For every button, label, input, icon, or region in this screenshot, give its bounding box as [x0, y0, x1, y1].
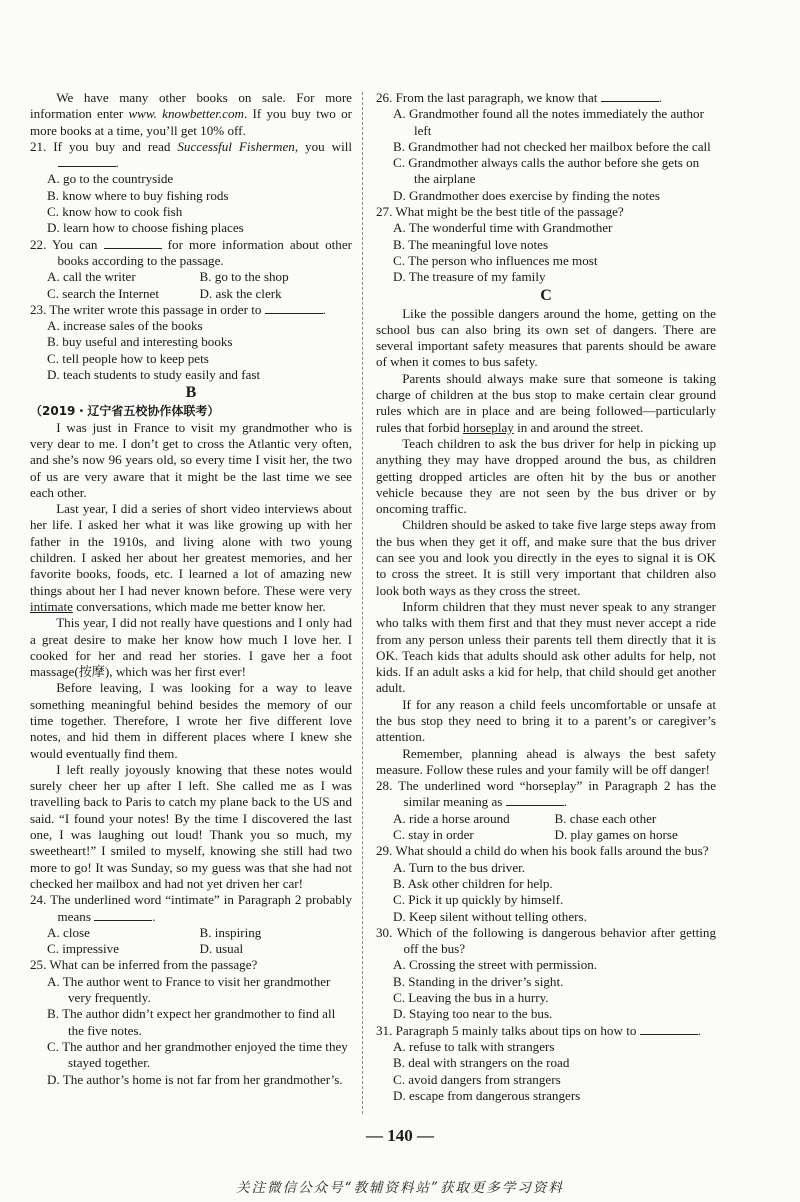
- passage-c-paragraph-1: Like the possible dangers around the home, getting on the school bus can also bring its own set of dangers. There are several important safety measures that parents should be aware of when it comes to bus safety.: [376, 305, 716, 370]
- q24-option-a[interactable]: A. close: [47, 924, 90, 940]
- q28-option-d[interactable]: D. play games on horse: [554, 827, 678, 843]
- q23-option-b[interactable]: B. buy useful and interesting books: [47, 334, 233, 350]
- q25-option-b[interactable]: B. The author didn’t expect her grandmother to find all the five notes.: [47, 1006, 336, 1038]
- q30-option-a[interactable]: A. Crossing the street with permission.: [393, 957, 598, 973]
- column-divider: [362, 92, 363, 1114]
- q23-option-c[interactable]: C. tell people how to keep pets: [47, 350, 209, 366]
- passage-b-paragraph-3: This year, I did not really have questions and I only had a great desire to make her know how much I love her. I cooked for her and read her stories. I gave her a foot massage(按摩), which was her first ever!: [30, 615, 352, 680]
- q26-option-a[interactable]: A. Grandmother found all the notes immediately the author left: [393, 106, 704, 138]
- answer-blank[interactable]: [640, 1023, 698, 1035]
- q25-option-a[interactable]: A. The author went to France to visit her grandmother very frequently.: [47, 973, 331, 1006]
- passage-c-paragraph-6: If for any reason a child feels uncomfortable or unsafe at the bus stop they need to bring it to a parent’s or caregiver’s attention.: [376, 696, 716, 745]
- q22-options-row-2: [30, 286, 352, 302]
- question-30: 30. Which of the following is dangerous behavior after getting off the bus?: [376, 924, 716, 957]
- q29-option-b[interactable]: B. Ask other children for help.: [393, 875, 553, 891]
- answer-blank[interactable]: [58, 155, 116, 167]
- answer-blank[interactable]: [506, 794, 564, 806]
- question-26: 26. From the last paragraph, we know that .: [376, 90, 663, 105]
- q24-options-row-1: [30, 925, 352, 941]
- q28-option-c[interactable]: C. stay in order: [393, 827, 474, 843]
- q27-option-c[interactable]: C. The person who influences me most: [393, 252, 598, 268]
- q21-option-b[interactable]: B. know where to buy fishing rods: [47, 187, 229, 203]
- passage-b-paragraph-2: Last year, I did a series of short video interviews about her life. I asked her what it was like growing up with her father in the 1910s, and living alone with two young children. I asked her about her greatest memories, and her favorite books, foods, etc. I learned a lot of amazing new things about her I had never known before. These were very intimate conversations, which made me better know her.: [30, 501, 352, 614]
- passage-c-paragraph-7: Remember, planning ahead is always the best safety measure. Follow these rules and your family will be off danger!: [376, 745, 716, 777]
- q23-option-d[interactable]: D. teach students to study easily and fast: [47, 367, 261, 383]
- answer-blank[interactable]: [104, 237, 162, 249]
- answer-blank[interactable]: [265, 302, 323, 314]
- ad-paragraph: We have many other books on sale. For more information enter www. knowbetter.com. If you buy two or more books at a time, you’ll get 10% off.: [30, 90, 352, 138]
- q25-option-d[interactable]: D. The author’s home is not far from her grandmother’s.: [47, 1071, 343, 1087]
- underlined-word-intimate: intimate: [30, 598, 73, 614]
- q26-option-c[interactable]: C. Grandmother always calls the author before she gets on the airplane: [393, 155, 700, 187]
- passage-c-paragraph-4: Children should be asked to take five large steps away from the bus when they get it off, and make sure that the bus driver can see you and look you directly in the eyes to signal it is OK to cross the street. It is still very important that children also look both ways as they cross the street.: [376, 517, 716, 598]
- question-31: 31. Paragraph 5 mainly talks about tips on how to .: [376, 1022, 701, 1038]
- q28-options-row-2: [376, 827, 716, 843]
- q22-option-a[interactable]: A. call the writer: [47, 269, 136, 285]
- q29-option-d[interactable]: D. Keep silent without telling others.: [393, 908, 587, 924]
- q21-option-d[interactable]: D. learn how to choose fishing places: [47, 220, 244, 236]
- q25-option-c[interactable]: C. The author and her grandmother enjoyed the time they stayed together.: [47, 1038, 348, 1071]
- q27-option-d[interactable]: D. The treasure of my family: [393, 269, 546, 285]
- passage-b-paragraph-5: I left really joyously knowing that these notes would surely cheer her up after I left. She called me as I was travelling back to Paris to catch my plane back to the US and said. “I found your notes! By the time I discovered the last one, I was laughing out loud! Thank you so much, my sweetheart!” I smiled to myself, knowing she still had two more to go! It was Sunday, so my guess was that she had not checked her mailbox and had not yet driven her car!: [30, 761, 352, 891]
- question-29: 29. What should a child do when his book falls around the bus?: [376, 843, 709, 859]
- passage-c-paragraph-2: Parents should always make sure that someone is taking charge of children at the bus stop to make certain clear ground rules which are in place and are being followed—particularly rules that forbid horseplay in and around the street.: [376, 370, 716, 435]
- q22-options-row-1: [30, 269, 352, 285]
- question-27: 27. What might be the best title of the passage?: [376, 204, 624, 220]
- q23-option-a[interactable]: A. increase sales of the books: [47, 318, 203, 334]
- passage-c-paragraph-3: Teach children to ask the bus driver for help in picking up anything they may have dropped around the bus, as children getting dropped articles are often hit by the bus or another vehicle because they are not seen by the bus driver or by oncoming traffic.: [376, 435, 716, 517]
- q28-options-row-1: [376, 811, 716, 827]
- q24-option-d[interactable]: D. usual: [199, 941, 244, 957]
- section-b-source: （2019・辽宁省五校协作体联考）: [30, 404, 220, 419]
- q29-option-a[interactable]: A. Turn to the bus driver.: [393, 859, 526, 875]
- q21-option-c[interactable]: C. know how to cook fish: [47, 204, 183, 220]
- answer-blank[interactable]: [94, 909, 152, 921]
- q31-option-d[interactable]: D. escape from dangerous strangers: [393, 1087, 581, 1103]
- question-25: 25. What can be inferred from the passage?: [30, 957, 258, 973]
- q26-option-b[interactable]: B. Grandmother had not checked her mailbox before the call: [393, 138, 711, 154]
- q30-option-b[interactable]: B. Standing in the driver’s sight.: [393, 973, 564, 989]
- q30-option-d[interactable]: D. Staying too near to the bus.: [393, 1006, 553, 1022]
- q22-option-b[interactable]: B. go to the shop: [199, 269, 289, 285]
- underlined-word-horseplay: horseplay: [462, 419, 514, 435]
- question-22: 22. You can for more information about other books according to the passage.: [30, 236, 352, 268]
- left-column: [30, 90, 352, 1088]
- answer-blank[interactable]: [601, 90, 659, 102]
- page-number: — 140 —: [366, 1126, 434, 1145]
- q22-option-c[interactable]: C. search the Internet: [47, 285, 159, 301]
- q30-option-c[interactable]: C. Leaving the bus in a hurry.: [393, 990, 549, 1006]
- q24-option-b[interactable]: B. inspiring: [199, 924, 262, 940]
- footer-note: 关注微信公众号“教辅资料站”获取更多学习资料: [236, 1180, 564, 1196]
- q27-option-b[interactable]: B. The meaningful love notes: [393, 236, 549, 252]
- passage-b-paragraph-4: Before leaving, I was looking for a way to leave something meaningful behind besides the memory of our time together. Therefore, I wrote her five different love notes, and hid them in different places where I knew she would eventually find them.: [30, 680, 352, 761]
- right-column: [376, 90, 716, 1104]
- passage-b-paragraph-1: I was just in France to visit my grandmother who is very dear to me. I don’t get to cross the Atlantic very often, and she’s now 96 years old, so every time I visit her, the two of us are very aware that it might be the last time we see each other.: [30, 419, 352, 500]
- q27-option-a[interactable]: A. The wonderful time with Grandmother: [393, 220, 613, 236]
- question-23: 23. The writer wrote this passage in order to .: [30, 301, 326, 317]
- q31-option-a[interactable]: A. refuse to talk with strangers: [393, 1038, 555, 1054]
- q22-option-d[interactable]: D. ask the clerk: [199, 285, 282, 301]
- q28-option-b[interactable]: B. chase each other: [554, 810, 657, 826]
- q31-option-b[interactable]: B. deal with strangers on the road: [393, 1055, 570, 1071]
- q28-option-a[interactable]: A. ride a horse around: [393, 810, 510, 826]
- q31-option-c[interactable]: C. avoid dangers from strangers: [393, 1071, 561, 1087]
- section-b-heading: B: [185, 384, 197, 402]
- passage-c-paragraph-5: Inform children that they must never speak to any stranger who talks with them first and that they must never accept a ride from any person unless their parents tell them directly that it is OK. Teach kids that adults should ask other adults for help, not kids. If an adult asks a kid for help, that child should get another adult.: [376, 598, 716, 696]
- q29-option-c[interactable]: C. Pick it up quickly by himself.: [393, 892, 564, 908]
- q24-options-row-2: [30, 941, 352, 957]
- q26-option-d[interactable]: D. Grandmother does exercise by finding the notes: [393, 187, 660, 203]
- question-24: 24. The underlined word “intimate” in Paragraph 2 probably means .: [30, 892, 352, 924]
- q24-option-c[interactable]: C. impressive: [47, 941, 120, 957]
- section-c-heading: C: [540, 286, 552, 304]
- question-21: 21. If you buy and read Successful Fishermen, you will .: [30, 138, 352, 171]
- q21-option-a[interactable]: A. go to the countryside: [47, 171, 174, 187]
- question-28: 28. The underlined word “horseplay” in Paragraph 2 has the similar meaning as .: [376, 778, 716, 810]
